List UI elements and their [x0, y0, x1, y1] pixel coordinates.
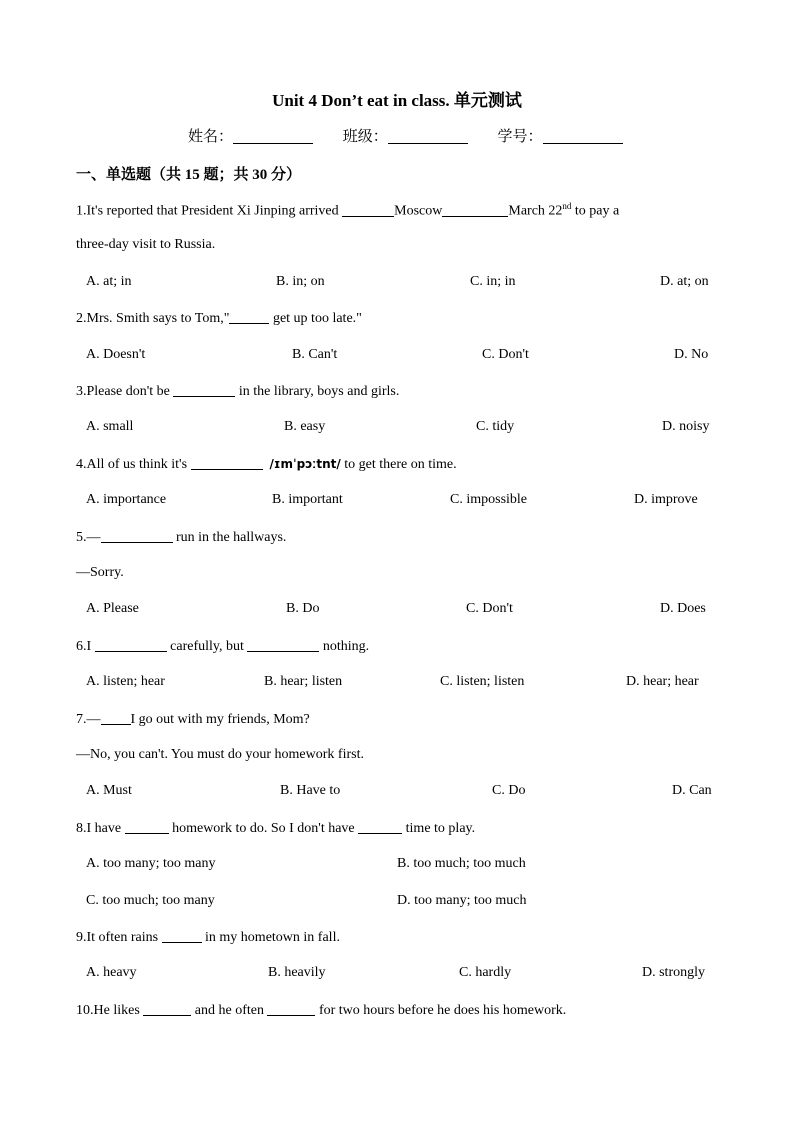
option-a: A. at; in: [86, 274, 132, 289]
blank: [95, 638, 167, 652]
option-d: D. at; on: [660, 274, 709, 289]
option-c: C. Don't: [482, 347, 529, 362]
option-a: A. heavy: [86, 965, 137, 980]
blank: [358, 820, 402, 834]
blank: [162, 929, 202, 943]
q9-text-a: 9.It often rains: [76, 930, 162, 945]
q5-text-a: 5.—: [76, 530, 101, 545]
question-8: [76, 820, 475, 837]
q3-text-a: 3.Please don't be: [76, 384, 174, 399]
question-5: [76, 529, 286, 546]
option-b: B. Do: [286, 601, 320, 616]
question-6: [76, 638, 369, 655]
option-b: B. easy: [284, 419, 326, 434]
q10-text-a: 10.He likes: [76, 1003, 144, 1018]
page-title: Unit 4 Don’t eat in class. 单元测试: [272, 91, 522, 110]
q6-text-a: 6.I: [76, 639, 95, 654]
option-c: C. Don't: [466, 601, 513, 616]
question-1: [76, 201, 619, 220]
option-d: D. strongly: [642, 965, 705, 980]
q4-phonetic: /ɪmˈpɔːtnt/: [269, 457, 341, 471]
option-a: A. importance: [86, 492, 167, 507]
q7-text-b: I go out with my friends, Mom?: [130, 712, 310, 727]
name-label: 姓名：: [188, 129, 234, 145]
id-label: 学号：: [497, 129, 543, 145]
option-c: C. hardly: [459, 965, 512, 980]
q4-text-b: to get there on time.: [340, 457, 457, 472]
q8-text-a: 8.I have: [76, 821, 125, 836]
q1-text-c: March 22: [508, 203, 563, 219]
id-blank: [543, 129, 623, 144]
question-1-line2: three-day visit to Russia.: [76, 237, 216, 252]
blank: [267, 1002, 315, 1016]
name-blank: [233, 129, 313, 144]
question-2: [76, 310, 362, 327]
option-a: A. Must: [86, 783, 132, 798]
blank: [143, 1002, 191, 1016]
option-a: A. Please: [86, 601, 139, 616]
q6-text-c: nothing.: [319, 639, 370, 654]
option-b: B. Can't: [292, 347, 338, 362]
q1-text-b: Moscow: [394, 203, 443, 219]
q3-text-b: in the library, boys and girls.: [235, 384, 400, 399]
blank: [173, 383, 235, 397]
option-c: C. too much; too many: [86, 893, 215, 908]
option-a: A. small: [86, 419, 134, 434]
q2-text-a: 2.Mrs. Smith says to Tom,": [76, 311, 230, 326]
q10-text-c: for two hours before he does his homework.: [315, 1003, 567, 1018]
question-7-line2: —No, you can't. You must do your homework first.: [76, 747, 364, 762]
blank: [229, 310, 269, 324]
option-d: D. Can: [672, 783, 712, 798]
blank: [191, 456, 263, 470]
question-10: [76, 1002, 566, 1019]
option-c: C. tidy: [476, 419, 515, 434]
blank: [342, 203, 394, 217]
blank: [101, 529, 173, 543]
option-c: C. in; in: [470, 274, 516, 289]
option-a: A. too many; too many: [86, 856, 216, 871]
option-b: B. in; on: [276, 274, 325, 289]
question-7: [76, 711, 310, 728]
blank: [101, 711, 131, 725]
q5-text-b: run in the hallways.: [172, 530, 287, 545]
q8-text-b: homework to do. So I don't have: [168, 821, 359, 836]
q1-text-d: to pay a: [571, 203, 620, 219]
blank: [442, 203, 508, 217]
option-a: A. Doesn't: [86, 347, 146, 362]
option-b: B. too much; too much: [397, 856, 526, 871]
section-heading: 一、单选题（共 15 题；共 30 分）: [76, 167, 302, 183]
question-4: [76, 456, 457, 473]
option-c: C. Do: [492, 783, 526, 798]
question-3: [76, 383, 399, 400]
option-b: B. heavily: [268, 965, 326, 980]
option-b: B. important: [272, 492, 343, 507]
option-d: D. noisy: [662, 419, 710, 434]
question-5-line2: —Sorry.: [76, 565, 124, 580]
class-blank: [388, 129, 468, 144]
option-c: C. impossible: [450, 492, 528, 507]
q4-text-a: 4.All of us think it's: [76, 457, 191, 472]
blank: [125, 820, 169, 834]
q2-text-b: get up too late.": [269, 311, 362, 326]
q1-sup: nd: [562, 201, 572, 211]
option-d: D. No: [674, 347, 709, 362]
option-d: D. too many; too much: [397, 893, 527, 908]
option-c: C. listen; listen: [440, 674, 525, 689]
option-a: A. listen; hear: [86, 674, 165, 689]
q7-text-a: 7.—: [76, 712, 101, 727]
q8-text-c: time to play.: [402, 821, 476, 836]
option-b: B. hear; listen: [264, 674, 343, 689]
option-d: D. Does: [660, 601, 706, 616]
blank: [247, 638, 319, 652]
question-9: [76, 929, 340, 946]
option-d: D. improve: [634, 492, 698, 507]
student-info: [188, 125, 635, 146]
q1-text-a: 1.It's reported that President Xi Jinping arrived: [76, 203, 343, 219]
option-d: D. hear; hear: [626, 674, 699, 689]
class-label: 班级：: [342, 129, 388, 145]
q9-text-b: in my hometown in fall.: [201, 930, 340, 945]
option-b: B. Have to: [280, 783, 341, 798]
q10-text-b: and he often: [191, 1003, 268, 1018]
q6-text-b: carefully, but: [166, 639, 248, 654]
